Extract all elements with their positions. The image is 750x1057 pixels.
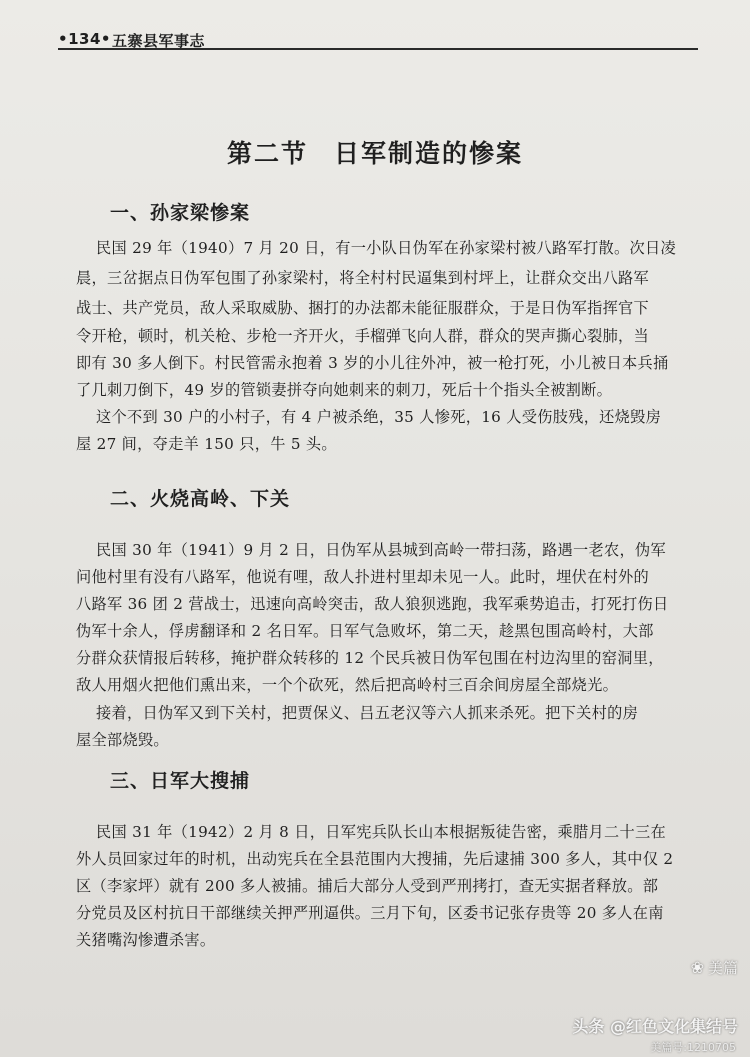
text-line: 这个不到 30 户的小村子，有 4 户被杀绝，35 人惨死，16 人受伤肢残，还烧毁房 bbox=[96, 408, 662, 426]
text-line: 分党员及区村抗日干部继续关押严刑逼供。三月下旬，区委书记张存贵等 20 多人在南 bbox=[76, 904, 664, 922]
running-head bbox=[58, 30, 698, 52]
header-rule bbox=[58, 48, 698, 50]
section-title-text: 日军制造的惨案 bbox=[334, 139, 524, 168]
text-line: 外人员回家过年的时机，出动宪兵在全县范围内大搜捕，先后逮捕 300 多人，其中仅 2 bbox=[76, 850, 674, 868]
text-line: 民国 29 年（1940）7 月 20 日，有一小队日伪军在孙家梁村被八路军打散。次日凌 bbox=[96, 239, 676, 257]
text-line: 屋全部烧毁。 bbox=[76, 731, 169, 749]
text-line: 接着，日伪军又到下关村，把贾保义、吕五老汉等六人抓来杀死。把下关村的房 bbox=[96, 704, 639, 722]
text-line: 关猪嘴沟惨遭杀害。 bbox=[76, 931, 216, 949]
text-line: 屋 27 间，夺走羊 150 只，牛 5 头。 bbox=[76, 435, 337, 453]
section-number: 第二节 bbox=[226, 139, 308, 168]
meipian-logo-text: 美篇 bbox=[707, 959, 738, 977]
text-line: 问他村里有没有八路军，他说有哩，敌人扑进村里却未见一人。此时，埋伏在村外的 bbox=[76, 568, 650, 586]
meipian-watermark bbox=[691, 957, 738, 978]
text-line: 战士、共产党员，敌人采取威胁、捆打的办法都未能征服群众，于是日伪军指挥官下 bbox=[76, 299, 650, 317]
flower-icon: ❀ bbox=[690, 958, 704, 977]
book-title: 五寨县军事志 bbox=[112, 32, 206, 50]
text-line: 令开枪，顿时，机关枪、步枪一齐开火，手榴弹飞向人群，群众的哭声撕心裂肺，当 bbox=[76, 327, 650, 345]
text-line: 了几刺刀倒下，49 岁的管锁妻拼夺向她刺来的刺刀，死后十个指头全被割断。 bbox=[76, 381, 613, 399]
section-title bbox=[0, 134, 750, 170]
text-line: 八路军 36 团 2 营战士，迅速向高岭突击，敌人狼狈逃跑，我军乘势追击，打死打伤日 bbox=[76, 595, 669, 613]
text-line: 即有 30 多人倒下。村民管需永抱着 3 岁的小儿往外冲，被一枪打死，小儿被日本兵捅 bbox=[76, 354, 669, 372]
text-line: 民国 31 年（1942）2 月 8 日，日军宪兵队长山本根据叛徒告密，乘腊月二十三在 bbox=[96, 823, 666, 841]
page-number: •134• bbox=[58, 30, 111, 48]
text-line: 民国 30 年（1941）9 月 2 日，日伪军从县城到高岭一带扫荡，路遇一老农，伪军 bbox=[96, 541, 666, 559]
subheading: 二、火烧高岭、下关 bbox=[110, 488, 291, 510]
text-line: 伪军十余人，俘虏翻译和 2 名日军。日军气急败坏，第二天，趁黑包围高岭村，大部 bbox=[76, 622, 654, 640]
text-line: 区（李家坪）就有 200 多人被捕。捕后大部分人受到严刑拷打，查无实据者释放。部 bbox=[76, 877, 659, 895]
meipian-id-watermark: 美篇号:1210705 bbox=[650, 1041, 736, 1054]
subheading: 一、孙家梁惨案 bbox=[110, 202, 251, 224]
text-line: 分群众获情报后转移，掩护群众转移的 12 个民兵被日伪军包围在村边沟里的窑洞里， bbox=[76, 649, 664, 667]
text-line: 晨，三岔据点日伪军包围了孙家梁村，将全村村民逼集到村坪上，让群众交出八路军 bbox=[76, 269, 650, 287]
text-line: 敌人用烟火把他们熏出来，一个个砍死，然后把高岭村三百余间房屋全部烧光。 bbox=[76, 676, 619, 694]
subheading: 三、日军大搜捕 bbox=[110, 770, 251, 792]
author-watermark: 头条 @红色文化集结号 bbox=[572, 1017, 738, 1036]
